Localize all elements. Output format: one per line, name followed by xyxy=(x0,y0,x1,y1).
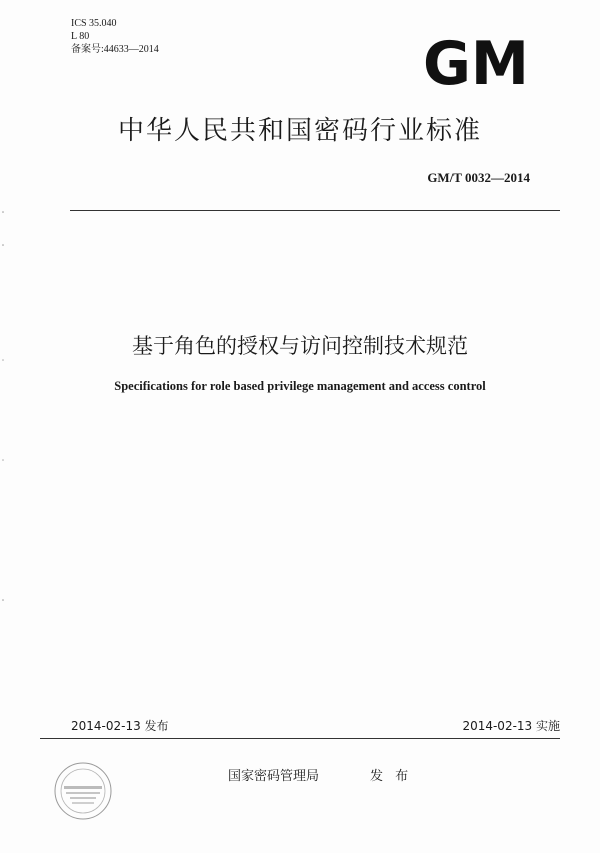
stamp-icon xyxy=(52,760,114,822)
publish-label: 发 布 xyxy=(370,769,413,784)
gm-logo-icon xyxy=(422,34,530,86)
filing-number: 备案号:44633—2014 xyxy=(71,44,159,55)
document-title-en: Specifications for role based privilege management and access control xyxy=(114,379,486,393)
scan-edge-marks xyxy=(0,200,6,700)
header-divider xyxy=(70,210,560,211)
issue-date: 2014-02-13 发布 xyxy=(71,719,169,733)
standard-number: GM/T 0032—2014 xyxy=(427,170,530,185)
ics-code: ICS 35.040 xyxy=(71,18,117,29)
standard-category-title: 中华人民共和国密码行业标准 xyxy=(117,116,482,146)
logo-text: GM xyxy=(423,34,529,86)
implementation-date: 2014-02-13 实施 xyxy=(462,719,560,733)
publisher-name: 国家密码管理局 xyxy=(228,769,320,784)
document-title-cn: 基于角色的授权与访问控制技术规范 xyxy=(132,334,468,358)
classification-code: L 80 xyxy=(71,31,90,42)
footer-divider xyxy=(40,738,560,739)
meta-block xyxy=(71,17,159,56)
